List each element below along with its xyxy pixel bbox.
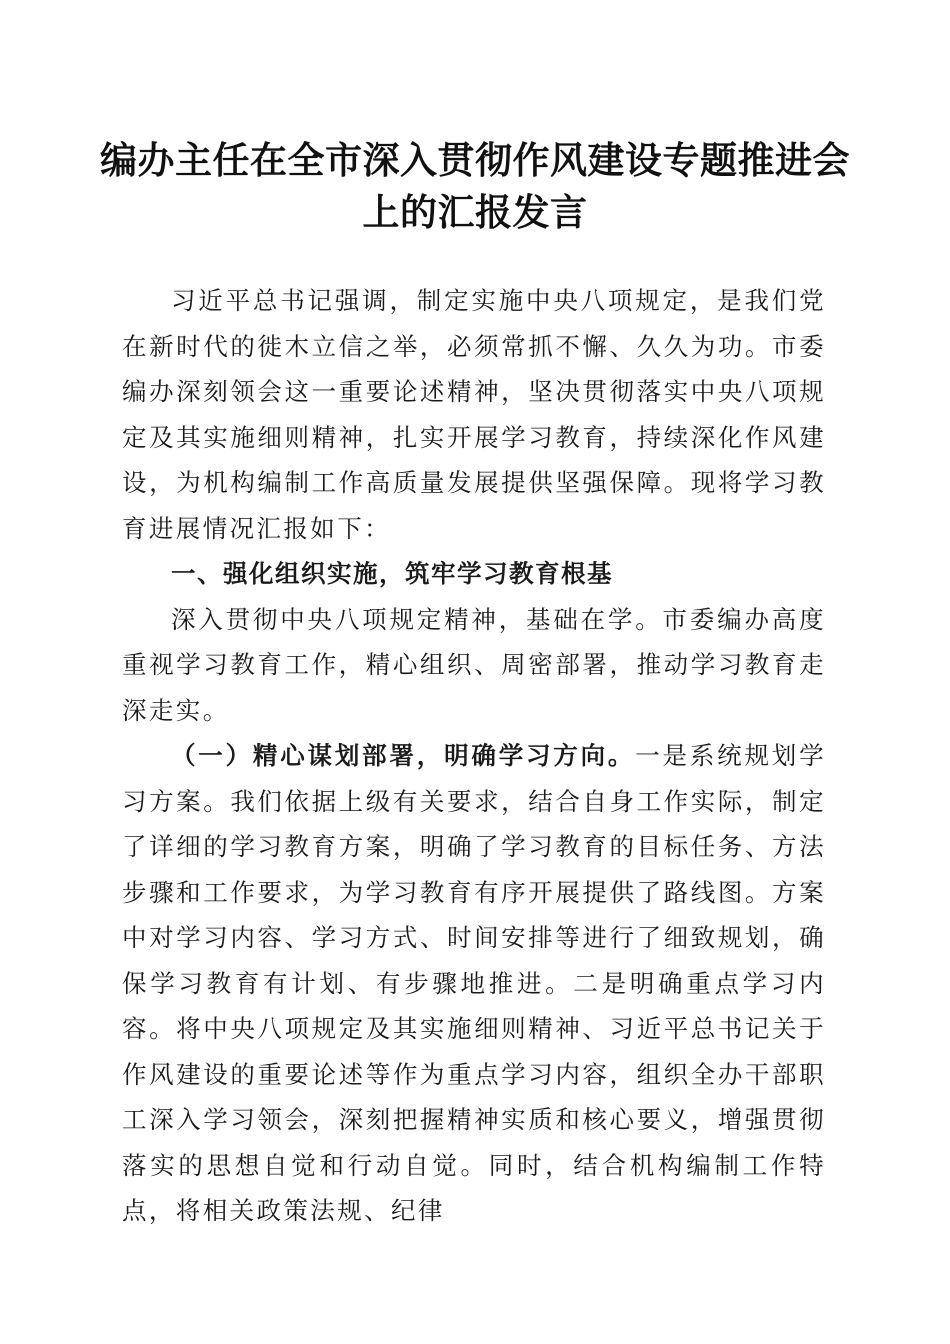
document-title-line-2: 上的汇报发言 [362,190,588,234]
section-1-paragraph: 深入贯彻中央八项规定精神，基础在学。市委编办高度重视学习教育工作，精心组织、周密部署，推动学习教育走深走实。 [122,604,826,725]
subsection-1-paragraph [122,733,826,1234]
intro-paragraph: 习近平总书记强调，制定实施中央八项规定，是我们党在新时代的徙木立信之举，必须常抓不懈、久久为功。市委编办深刻领会这一重要论述精神，坚决贯彻落实中央八项规定及其实施细则精神，扎实开展学习教育，持续深化作风建设，为机构编制工作高质量发展提供坚强保障。现将学习教育进展情况汇报如下： [122,286,826,543]
section-heading-1: 一、强化组织实施，筑牢学习教育根基 [171,559,613,588]
document-title-line-1: 编办主任在全市深入贯彻作风建设专题推进会 [100,138,850,182]
subsection-1-text: 一是系统规划学习方案。我们依据上级有关要求，结合自身工作实际，制定了详细的学习教育方案，明确了学习教育的目标任务、方法步骤和工作要求，为学习教育有序开展提供了路线图。方案中对学习内容、学习方式、时间安排等进行了细致规划，确保学习教育有计划、有步骤地推进。二是明确重点学习内容。将中央八项规定及其实施细则精神、习近平总书记关于作风建设的重要论述等作为重点学习内容，组织全办干部职工深入学习领会，深刻把握精神实质和核心要义，增强贯彻落实的思想自觉和行动自觉。同时，结合机构编制工作特点，将相关政策法规、纪律 [122,741,826,1225]
subsection-title-1: （一）精心谋划部署，明确学习方向。 [171,741,636,770]
document-body [122,278,826,1234]
